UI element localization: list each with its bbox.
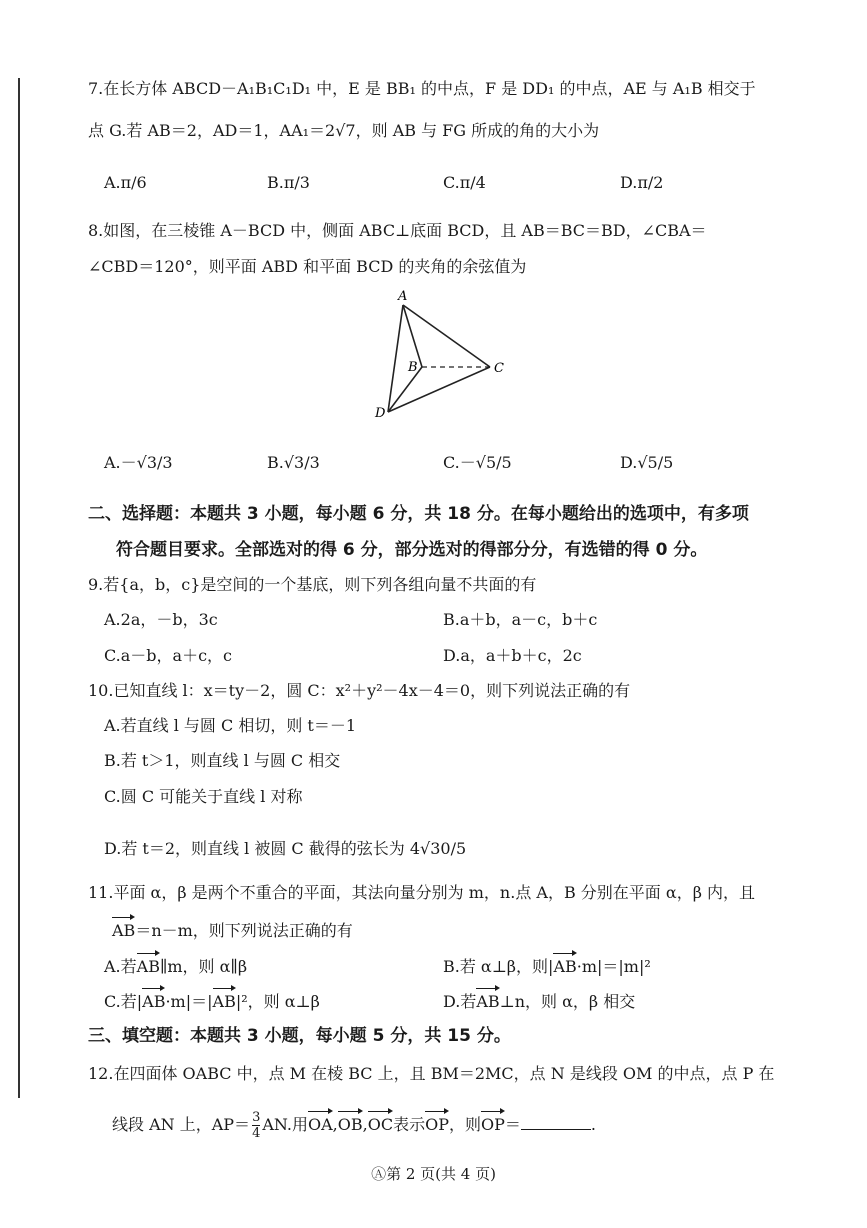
q11-option-b: B.若 α⊥β，则|AB·m|＝|m|²: [443, 957, 651, 976]
q8-option-a: A.－√3/3: [104, 453, 173, 472]
q8-line1: 8.如图，在三棱锥 A－BCD 中，侧面 ABC⊥底面 BCD，且 AB＝BC＝BD，∠CBA＝: [88, 221, 707, 240]
tetrahedron-figure: [370, 285, 510, 425]
vector-ab: AB: [112, 921, 136, 940]
q11-option-c: C.若|AB·m|＝|AB|²，则 α⊥β: [104, 992, 320, 1011]
vector-ab: AB: [212, 992, 236, 1011]
figure-label-c: C: [494, 361, 504, 376]
q10-option-d: D.若 t＝2，则直线 l 被圆 C 截得的弦长为 4√30/5: [104, 839, 467, 858]
vector-op: OP: [425, 1115, 449, 1134]
q7-line2: 点 G.若 AB＝2，AD＝1，AA₁＝2√7，则 AB 与 FG 所成的角的大小为: [88, 121, 600, 140]
figure-label-b: B: [408, 360, 418, 375]
section2-heading-line1: 二、选择题：本题共 3 小题，每小题 6 分，共 18 分。在每小题给出的选项中，有多项: [88, 504, 749, 524]
q11-line1: 11.平面 α，β 是两个不重合的平面，其法向量分别为 m，n.点 A，B 分别在平面 α，β 内，且: [88, 883, 756, 902]
q7-line1: 7.在长方体 ABCD－A₁B₁C₁D₁ 中，E 是 BB₁ 的中点，F 是 DD₁ 的中点，AE 与 A₁B 相交于: [88, 79, 756, 98]
q7-option-a: A.π/6: [104, 173, 147, 192]
q9-option-d: D.a，a＋b＋c，2c: [443, 646, 582, 665]
q8-option-d: D.√5/5: [620, 453, 674, 472]
q7-option-c: C.π/4: [443, 173, 486, 192]
section2-heading-line2: 符合题目要求。全部选对的得 6 分，部分选对的得部分分，有选错的得 0 分。: [116, 540, 708, 560]
vector-op: OP: [480, 1115, 505, 1134]
q7-option-b: B.π/3: [267, 173, 310, 192]
q8-option-c: C.－√5/5: [443, 453, 512, 472]
q10-option-b: B.若 t＞1，则直线 l 与圆 C 相交: [104, 751, 341, 770]
binding-margin-line: [18, 78, 20, 1098]
q11-option-d: D.若AB⊥n，则 α，β 相交: [443, 992, 636, 1011]
vector-ab: AB: [142, 992, 166, 1011]
figure-label-d: D: [375, 406, 386, 421]
vector-ab: AB: [136, 957, 160, 976]
vector-oc: OC: [367, 1115, 394, 1134]
section3-heading: 三、填空题：本题共 3 小题，每小题 5 分，共 15 分。: [88, 1026, 511, 1046]
figure-label-a: A: [398, 289, 408, 304]
page-footer: Ⓐ第 2 页(共 4 页): [371, 1165, 496, 1183]
q9-option-c: C.a－b，a＋c，c: [104, 646, 233, 665]
q10-option-c: C.圆 C 可能关于直线 l 对称: [104, 787, 303, 806]
q9-option-b: B.a＋b，a－c，b＋c: [443, 610, 598, 629]
fraction-three-quarters: $\frac{3}{4}$: [252, 1110, 261, 1141]
q10-stem: 10.已知直线 l：x＝ty－2，圆 C：x²＋y²－4x－4＝0，则下列说法正确的有: [88, 681, 631, 700]
q11-line2: AB＝n－m，则下列说法正确的有: [112, 921, 353, 940]
vector-oa: OA: [307, 1115, 333, 1134]
q12-line2: 线段 AN 上，AP＝ $\frac{3}{4}$ AN.用OA,OB,OC表示OP，则OP＝ .: [112, 1110, 596, 1141]
q9-option-a: A.2a，－b，3c: [104, 610, 218, 629]
q10-option-a: A.若直线 l 与圆 C 相切，则 t＝－1: [104, 716, 357, 735]
vector-ob: OB: [337, 1115, 363, 1134]
answer-blank[interactable]: [521, 1129, 591, 1130]
q7-option-d: D.π/2: [620, 173, 664, 192]
q8-line2: ∠CBD＝120°，则平面 ABD 和平面 BCD 的夹角的余弦值为: [88, 257, 527, 276]
q8-option-b: B.√3/3: [267, 453, 320, 472]
q11-option-a: A.若AB∥m，则 α∥β: [104, 957, 248, 976]
vector-ab: AB: [476, 992, 500, 1011]
q12-line1: 12.在四面体 OABC 中，点 M 在棱 BC 上，且 BM＝2MC，点 N 是线段 OM 的中点，点 P 在: [88, 1064, 775, 1083]
vector-ab: AB: [553, 957, 577, 976]
q9-stem: 9.若{a，b，c}是空间的一个基底，则下列各组向量不共面的有: [88, 575, 537, 594]
